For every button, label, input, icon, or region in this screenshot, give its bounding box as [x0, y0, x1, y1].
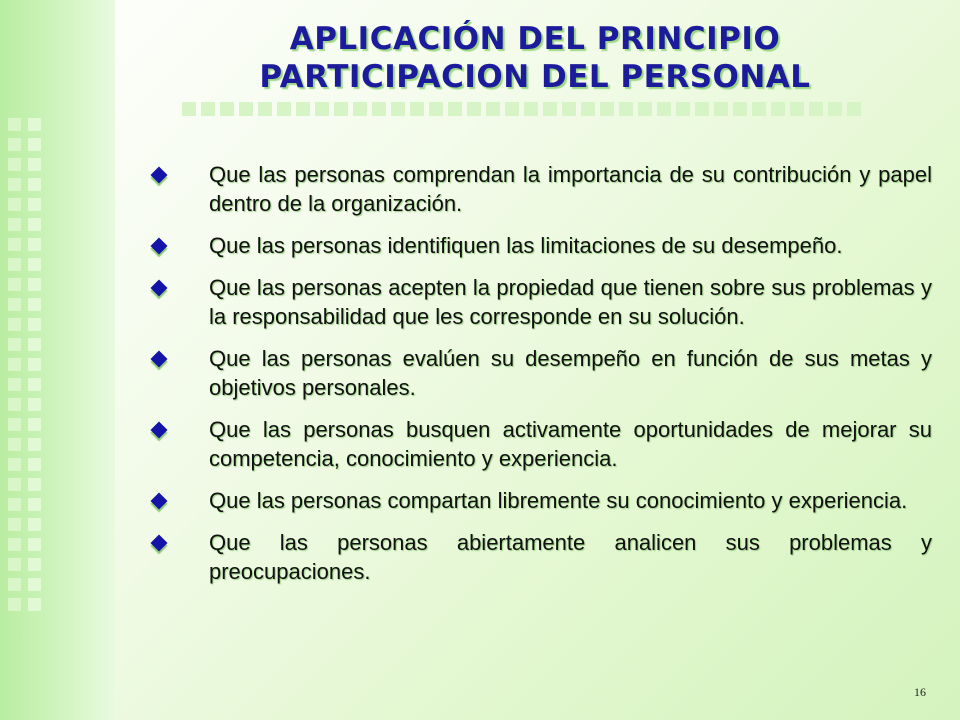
divider-square — [543, 102, 557, 116]
divider-square — [695, 102, 709, 116]
divider-square — [790, 102, 804, 116]
divider-square — [714, 102, 728, 116]
divider-square — [562, 102, 576, 116]
decorative-square — [28, 158, 41, 171]
decorative-square — [28, 538, 41, 551]
bullet-item — [150, 231, 932, 260]
decorative-square — [8, 338, 21, 351]
decorative-square — [28, 478, 41, 491]
decorative-square — [8, 258, 21, 271]
diamond-bullet-icon — [151, 493, 168, 510]
decorative-square — [8, 458, 21, 471]
decorative-square — [28, 278, 41, 291]
decorative-square — [8, 378, 21, 391]
bullet-text: Que las personas busquen activamente oportunidades de mejorar su competencia, conocimiento y experiencia. — [209, 417, 932, 471]
decorative-square — [8, 278, 21, 291]
divider-square — [600, 102, 614, 116]
decorative-square — [28, 338, 41, 351]
decorative-square — [8, 418, 21, 431]
divider-square — [277, 102, 291, 116]
divider-square — [752, 102, 766, 116]
slide-title-line2: PARTICIPACION DEL PERSONAL — [259, 59, 811, 95]
decorative-square — [28, 418, 41, 431]
decorative-square — [8, 498, 21, 511]
divider-square — [733, 102, 747, 116]
decorative-square — [8, 358, 21, 371]
bullet-item — [150, 273, 932, 331]
divider-square — [657, 102, 671, 116]
decorative-square — [8, 138, 21, 151]
divider-square — [410, 102, 424, 116]
bullet-item — [150, 415, 932, 473]
decorative-square — [28, 298, 41, 311]
diamond-bullet-icon — [151, 351, 168, 368]
decorative-square — [8, 218, 21, 231]
decorative-square — [8, 518, 21, 531]
decorative-square — [28, 198, 41, 211]
divider-square — [315, 102, 329, 116]
bullet-text: Que las personas abiertamente analicen sus problemas y preocupaciones. — [209, 530, 932, 584]
divider-square — [467, 102, 481, 116]
divider-square — [619, 102, 633, 116]
decorative-square — [28, 578, 41, 591]
decorative-square — [28, 258, 41, 271]
bullet-item — [150, 486, 932, 515]
decorative-square — [8, 478, 21, 491]
diamond-bullet-icon — [151, 238, 168, 255]
decorative-square — [28, 598, 41, 611]
decorative-square — [28, 138, 41, 151]
decorative-square — [28, 218, 41, 231]
divider-square — [676, 102, 690, 116]
divider-square — [372, 102, 386, 116]
decorative-square — [8, 298, 21, 311]
decorative-square — [8, 598, 21, 611]
decorative-square — [8, 538, 21, 551]
decorative-square — [28, 498, 41, 511]
divider-square — [581, 102, 595, 116]
decorative-square — [8, 178, 21, 191]
bullet-item — [150, 528, 932, 586]
decorative-square — [8, 558, 21, 571]
divider-square — [239, 102, 253, 116]
divider-square — [334, 102, 348, 116]
decorative-square — [28, 118, 41, 131]
bullet-text: Que las personas compartan libremente su conocimiento y experiencia. — [209, 488, 908, 513]
divider-square — [258, 102, 272, 116]
decorative-square — [28, 398, 41, 411]
bullet-text: Que las personas comprendan la importancia de su contribución y papel dentro de la organización. — [209, 162, 932, 216]
decorative-square — [8, 578, 21, 591]
divider-square — [847, 102, 861, 116]
divider-square — [182, 102, 196, 116]
divider-square — [201, 102, 215, 116]
divider-square — [296, 102, 310, 116]
bullet-item — [150, 344, 932, 402]
decorative-square — [28, 358, 41, 371]
divider-square — [353, 102, 367, 116]
left-square-pattern-secondary — [28, 118, 42, 618]
divider-square — [220, 102, 234, 116]
bullet-text: Que las personas identifiquen las limitaciones de su desempeño. — [209, 233, 843, 258]
decorative-square — [28, 378, 41, 391]
decorative-square — [8, 118, 21, 131]
decorative-square — [8, 238, 21, 251]
diamond-bullet-icon — [151, 535, 168, 552]
divider-square — [771, 102, 785, 116]
decorative-square — [8, 198, 21, 211]
bullet-list — [150, 160, 932, 599]
decorative-square — [8, 438, 21, 451]
left-decorative-band — [0, 0, 115, 720]
decorative-square — [28, 458, 41, 471]
left-square-pattern — [8, 118, 22, 618]
decorative-square — [8, 318, 21, 331]
title-divider — [182, 102, 872, 118]
page-number: 16 — [914, 685, 926, 699]
decorative-square — [8, 398, 21, 411]
bullet-item — [150, 160, 932, 218]
divider-square — [429, 102, 443, 116]
divider-square — [448, 102, 462, 116]
decorative-square — [28, 318, 41, 331]
decorative-square — [8, 158, 21, 171]
decorative-square — [28, 238, 41, 251]
divider-square — [486, 102, 500, 116]
divider-square — [391, 102, 405, 116]
diamond-bullet-icon — [151, 167, 168, 184]
diamond-bullet-icon — [151, 422, 168, 439]
diamond-bullet-icon — [151, 280, 168, 297]
decorative-square — [28, 558, 41, 571]
bullet-text: Que las personas evalúen su desempeño en función de sus metas y objetivos personales. — [209, 346, 932, 400]
decorative-square — [28, 518, 41, 531]
slide-title-line1: APLICACIÓN DEL PRINCIPIO — [289, 21, 781, 57]
decorative-square — [28, 178, 41, 191]
divider-square — [638, 102, 652, 116]
divider-square — [828, 102, 842, 116]
divider-square — [524, 102, 538, 116]
divider-square — [809, 102, 823, 116]
slide-title — [150, 20, 920, 96]
decorative-square — [28, 438, 41, 451]
bullet-text: Que las personas acepten la propiedad que tienen sobre sus problemas y la responsabilidad que les corresponde en su solución. — [209, 275, 932, 329]
divider-square — [505, 102, 519, 116]
